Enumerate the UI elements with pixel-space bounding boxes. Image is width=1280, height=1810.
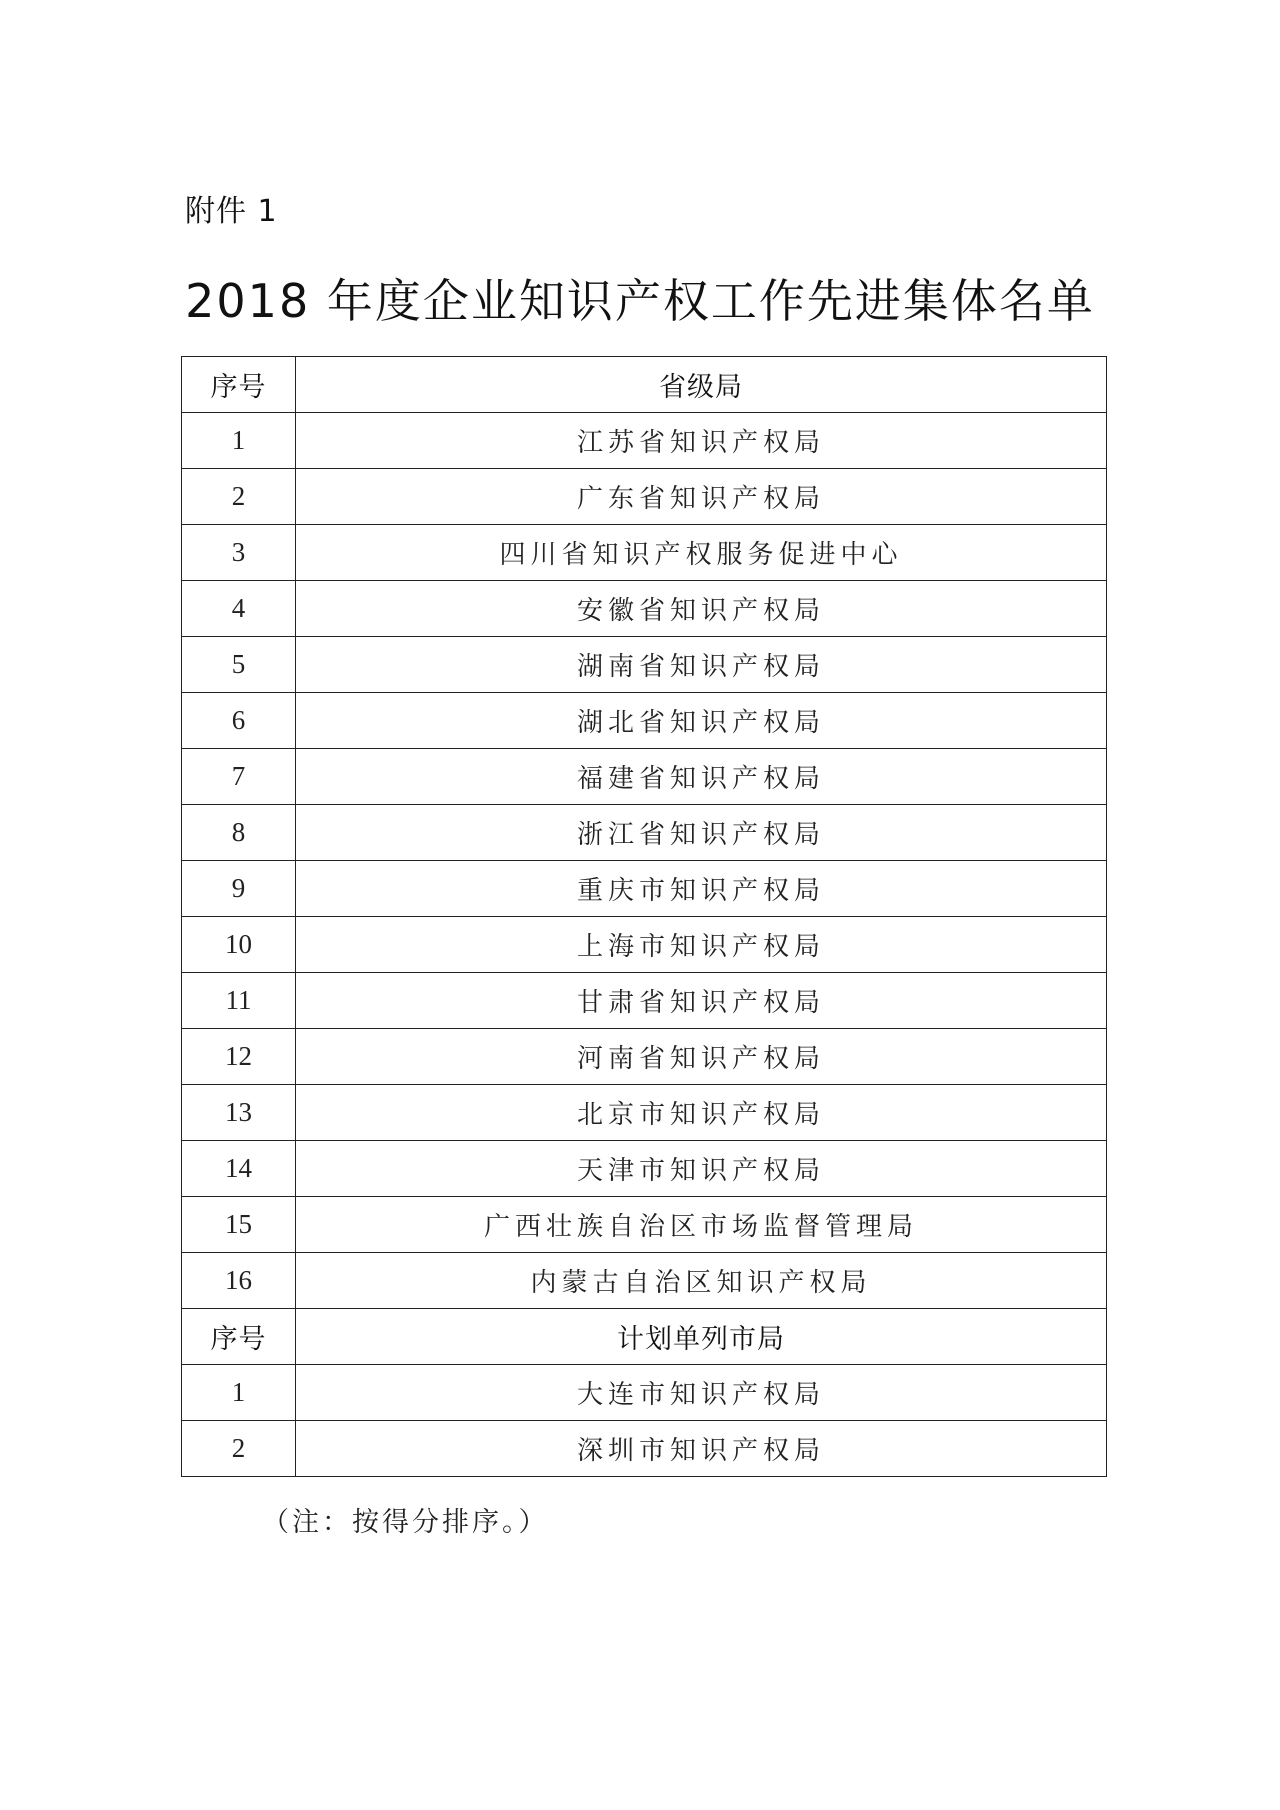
header-no: 序号 (182, 1309, 296, 1365)
table-row (182, 637, 1107, 693)
row-no: 12 (182, 1029, 296, 1085)
row-name: 河南省知识产权局 (296, 1029, 1107, 1085)
row-name: 福建省知识产权局 (296, 749, 1107, 805)
row-no: 10 (182, 917, 296, 973)
row-name: 四川省知识产权服务促进中心 (296, 525, 1107, 581)
table-header-provincial (182, 357, 1107, 413)
table-row (182, 1253, 1107, 1309)
collectives-table (181, 356, 1107, 1477)
row-no: 1 (182, 413, 296, 469)
header-no: 序号 (182, 357, 296, 413)
row-no: 2 (182, 469, 296, 525)
table-row (182, 1029, 1107, 1085)
row-no: 9 (182, 861, 296, 917)
table-row (182, 861, 1107, 917)
row-no: 1 (182, 1365, 296, 1421)
row-name: 大连市知识产权局 (296, 1365, 1107, 1421)
row-name: 甘肃省知识产权局 (296, 973, 1107, 1029)
row-name: 广东省知识产权局 (296, 469, 1107, 525)
row-name: 安徽省知识产权局 (296, 581, 1107, 637)
row-no: 4 (182, 581, 296, 637)
header-name: 省级局 (296, 357, 1107, 413)
table-row (182, 805, 1107, 861)
row-name: 天津市知识产权局 (296, 1141, 1107, 1197)
table-header-city (182, 1309, 1107, 1365)
row-name: 浙江省知识产权局 (296, 805, 1107, 861)
row-name: 湖南省知识产权局 (296, 637, 1107, 693)
row-no: 6 (182, 693, 296, 749)
table-row (182, 581, 1107, 637)
row-name: 湖北省知识产权局 (296, 693, 1107, 749)
row-name: 广西壮族自治区市场监督管理局 (296, 1197, 1107, 1253)
ranking-note: （注：按得分排序。） (262, 1507, 549, 1538)
row-name: 江苏省知识产权局 (296, 413, 1107, 469)
row-name: 北京市知识产权局 (296, 1085, 1107, 1141)
table-row (182, 469, 1107, 525)
header-name: 计划单列市局 (296, 1309, 1107, 1365)
table-row (182, 1085, 1107, 1141)
row-no: 13 (182, 1085, 296, 1141)
row-no: 11 (182, 973, 296, 1029)
row-no: 14 (182, 1141, 296, 1197)
table-row (182, 1197, 1107, 1253)
row-no: 2 (182, 1421, 296, 1477)
row-no: 8 (182, 805, 296, 861)
row-no: 15 (182, 1197, 296, 1253)
row-name: 上海市知识产权局 (296, 917, 1107, 973)
table-row (182, 917, 1107, 973)
row-no: 7 (182, 749, 296, 805)
row-name: 深圳市知识产权局 (296, 1421, 1107, 1477)
row-no: 3 (182, 525, 296, 581)
table-row (182, 1141, 1107, 1197)
table-row (182, 693, 1107, 749)
attachment-label: 附件 1 (185, 194, 278, 229)
table-row (182, 1365, 1107, 1421)
table-row (182, 525, 1107, 581)
row-no: 16 (182, 1253, 296, 1309)
table-row (182, 413, 1107, 469)
table-row (182, 1421, 1107, 1477)
page-title: 2018 年度企业知识产权工作先进集体名单 (185, 274, 1095, 328)
table-row (182, 973, 1107, 1029)
table-row (182, 749, 1107, 805)
row-name: 重庆市知识产权局 (296, 861, 1107, 917)
row-name: 内蒙古自治区知识产权局 (296, 1253, 1107, 1309)
row-no: 5 (182, 637, 296, 693)
